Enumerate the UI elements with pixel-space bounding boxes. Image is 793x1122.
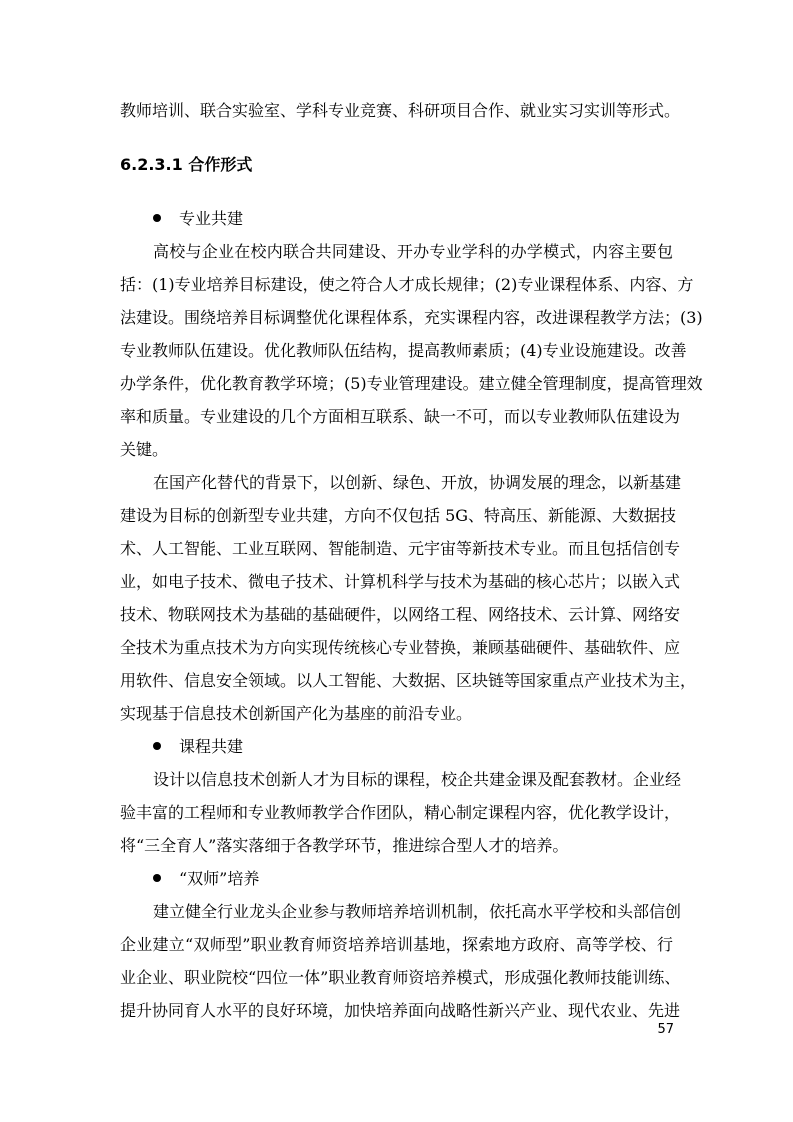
page-number: 57	[657, 1022, 674, 1037]
text-line: 验丰富的工程师和专业教师教学合作团队，精心制定课程内容，优化教学设计，	[120, 803, 681, 822]
bullet-dot-icon	[153, 874, 161, 882]
bullet-item	[120, 730, 673, 763]
bullet-label: 课程共建	[179, 737, 244, 756]
text-line: 专业教师队伍建设。优化教师队伍结构，提高教师素质；(4)专业设施建设。改善	[120, 341, 687, 360]
text-line: 关键。	[120, 440, 169, 459]
bullet-dot-icon	[153, 214, 161, 222]
text-line: 企业建立“双师型”职业教育师资培养培训基地，探索地方政府、高等学校、行	[120, 935, 673, 954]
text-line: 括：(1)专业培养目标建设，使之符合人才成长规律；(2)专业课程体系、内容、方	[120, 275, 694, 294]
text-line: 率和质量。专业建设的几个方面相互联系、缺一不可，而以专业教师队伍建设为	[120, 407, 681, 426]
text-line: 建立健全行业龙头企业参与教师培养培训机制，依托高水平学校和头部信创	[153, 902, 682, 921]
bullet-label: “双师”培养	[179, 869, 260, 888]
paragraph	[120, 235, 703, 466]
text-line: 提升协同育人水平的良好环境，加快培养面向战略性新兴产业、现代农业、先进	[120, 1001, 681, 1020]
text-line: 设计以信息技术创新人才为目标的课程，校企共建金课及配套教材。企业经	[153, 770, 682, 789]
bullet-item	[120, 862, 673, 895]
text-line: 建设为目标的创新型专业共建，方向不仅包括 5G、特高压、新能源、大数据技	[120, 506, 677, 525]
bullet-dot-icon	[153, 742, 161, 750]
paragraph	[120, 466, 697, 730]
text-line: 业，如电子技术、微电子技术、计算机科学与技术为基础的核心芯片；以嵌入式	[120, 572, 681, 591]
paragraph	[120, 895, 682, 1027]
text-line: 在国产化替代的背景下，以创新、绿色、开放，协调发展的理念，以新基建	[153, 473, 682, 492]
sections-container	[120, 202, 703, 1027]
text-line: 技术、物联网技术为基础的基础硬件，以网络工程、网络技术、云计算、网络安	[120, 605, 681, 624]
text-line: 全技术为重点技术为方向实现传统核心专业替换，兼顾基础硬件、基础软件、应	[120, 638, 681, 657]
text-line: 实现基于信息技术创新国产化为基座的前沿专业。	[120, 704, 473, 723]
bullet-item	[120, 202, 673, 235]
text-line: 术、人工智能、工业互联网、智能制造、元宇宙等新技术专业。而且包括信创专	[120, 539, 681, 558]
text-line: 高校与企业在校内联合共同建设、开办专业学科的办学模式，内容主要包	[153, 242, 673, 261]
bullet-label: 专业共建	[179, 209, 244, 228]
paragraph	[120, 763, 682, 862]
text-line: 将“三全育人”落实落细于各教学环节，推进综合型人才的培养。	[120, 836, 569, 855]
intro-line: 教师培训、联合实验室、学科专业竞赛、科研项目合作、就业实习实训等形式。	[120, 101, 681, 120]
text-line: 法建设。围绕培养目标调整优化课程体系，充实课程内容，改进课程教学方法；(3)	[120, 308, 703, 327]
section-heading: 6.2.3.1 合作形式	[120, 155, 253, 174]
text-line: 办学条件，优化教育教学环境；(5)专业管理建设。建立健全管理制度，提高管理效	[120, 374, 703, 393]
text-line: 业企业、职业院校“四位一体”职业教育师资培养模式，形成强化教师技能训练、	[120, 968, 681, 987]
document-body	[120, 94, 703, 1027]
text-line: 用软件、信息安全领域。以人工智能、大数据、区块链等国家重点产业技术为主，	[120, 671, 697, 690]
